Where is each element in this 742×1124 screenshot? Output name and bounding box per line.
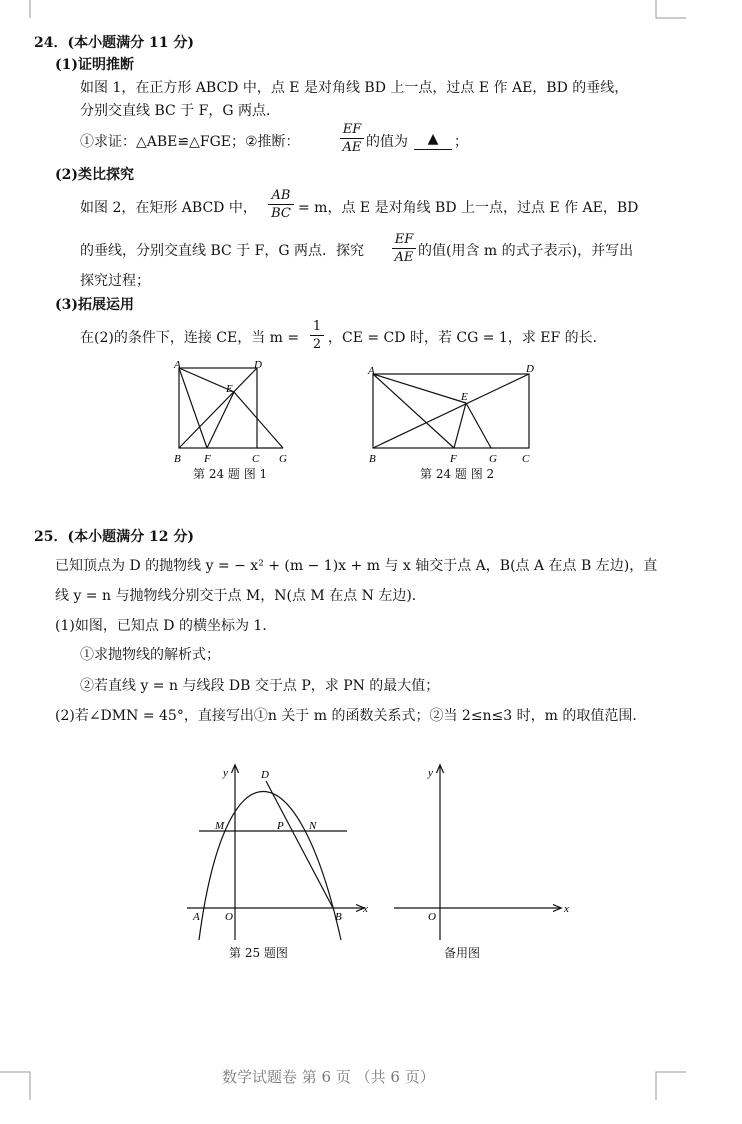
- q24-part1-line2: 分别交直线 BC 于 F，G 两点．: [80, 103, 280, 119]
- fraction-numerator: AB: [271, 188, 291, 203]
- point-label-a: A: [368, 365, 375, 377]
- segment-db: [266, 781, 333, 908]
- q25-line2: 线 y = n 与抛物线分别交于点 M，N(点 M 在点 N 左边)．: [55, 588, 426, 604]
- q24-part1-line1: 如图 1，在正方形 ABCD 中，点 E 是对角线 BD 上一点，过点 E 作 AE，BD 的垂线，: [80, 80, 629, 96]
- q24-figure-2-caption: 第 24 题 图 2: [420, 467, 495, 481]
- point-label-d: D: [526, 363, 534, 375]
- fraction-denominator: BC: [271, 206, 291, 221]
- point-label-b: B: [335, 911, 342, 923]
- point-label-f: F: [204, 453, 211, 465]
- point-label-e: E: [226, 383, 233, 395]
- segment-ae: [373, 374, 466, 403]
- point-label-c: C: [522, 453, 530, 465]
- segment-af: [179, 368, 207, 448]
- point-label-o: O: [225, 911, 233, 923]
- q25-title: 25．(本小题满分 12 分): [34, 529, 194, 545]
- fraction-numerator: 1: [312, 319, 322, 334]
- fraction-denominator: AE: [394, 250, 414, 265]
- axis-label-y: y: [223, 767, 228, 779]
- point-label-d: D: [261, 769, 269, 781]
- q24-part3-line1b: ，CE = CD 时，若 CG = 1，求 EF 的长．: [328, 330, 607, 346]
- segment-af: [373, 374, 454, 448]
- q24-part2-line3: 探究过程；: [80, 273, 150, 289]
- axis-label-y: y: [428, 767, 433, 779]
- q24-part2-line2a: 的垂线，分别交直线 BC 于 F，G 两点．探究: [80, 243, 364, 259]
- point-label-f: F: [450, 453, 457, 465]
- q25-figure-caption: 第 25 题图: [229, 946, 288, 960]
- corner-mark-top-right: [656, 0, 686, 18]
- q25-figure-spare: [392, 762, 582, 942]
- q24-part2-heading: (2)类比探究: [55, 167, 134, 183]
- fraction-numerator: EF: [394, 232, 414, 247]
- point-label-g: G: [279, 453, 287, 465]
- q24-part3-line1a: 在(2)的条件下，连接 CE，当 m =: [80, 330, 300, 346]
- point-label-b: B: [369, 453, 376, 465]
- segment-ef: [207, 392, 234, 448]
- point-label-a: A: [193, 911, 200, 923]
- corner-mark-bottom-left: [0, 1072, 30, 1100]
- q24-part1-line3a: ①求证：△ABE≌△FGE；②推断：: [80, 134, 300, 150]
- q24-part2-line2b: 的值(用含 m 的式子表示)，并写出: [418, 243, 634, 259]
- segment-eg: [234, 392, 283, 448]
- point-label-m: M: [215, 820, 225, 832]
- point-label-e: E: [461, 391, 468, 403]
- fraction-denominator: 2: [312, 337, 322, 352]
- q24-part3-heading: (3)拓展运用: [55, 297, 134, 313]
- diagonal-bd: [373, 374, 529, 448]
- q25-spare-figure-caption: 备用图: [444, 946, 481, 960]
- q24-part1-line3b: 的值为: [366, 134, 408, 150]
- point-label-o: O: [428, 911, 436, 923]
- point-label-g: G: [489, 453, 497, 465]
- q24-part1-line3c: ；: [454, 134, 468, 150]
- point-label-p: P: [277, 820, 284, 832]
- q25-part1: (1)如图，已知点 D 的横坐标为 1．: [55, 618, 277, 634]
- point-label-a: A: [174, 359, 181, 371]
- point-label-n: N: [309, 820, 317, 832]
- q25-figure-parabola: [185, 762, 375, 942]
- diagonal-bd: [179, 368, 257, 448]
- fraction-denominator: AE: [342, 140, 362, 155]
- q24-part2-line1a: 如图 2，在矩形 ABCD 中，: [80, 200, 257, 216]
- axis-label-x: x: [363, 903, 368, 915]
- q24-part2-line1b: = m，点 E 是对角线 BD 上一点，过点 E 作 AE，BD: [298, 200, 639, 216]
- q25-part2: (2)若∠DMN = 45°，直接写出①n 关于 m 的函数关系式；②当 2≤n≤3 时，m 的取值范围．: [55, 708, 647, 724]
- parabola-curve: [199, 792, 341, 941]
- fraction-numerator: EF: [342, 122, 362, 137]
- q25-line1: 已知顶点为 D 的抛物线 y = − x² + (m − 1)x + m 与 x 轴交于点 A，B(点 A 在点 B 左边)，直: [55, 558, 658, 574]
- q25-part1a: ①求抛物线的解析式；: [80, 647, 220, 663]
- q24-fraction-ef-ae: [340, 122, 364, 155]
- point-label-d: D: [254, 359, 262, 371]
- q24-fraction-ab-bc: [268, 188, 294, 221]
- q24-title: 24．(本小题满分 11 分): [34, 35, 194, 51]
- segment-ef: [454, 403, 466, 448]
- q24-fraction-one-half: [310, 319, 324, 352]
- page-footer: 数学试题卷 第 6 页 （共 6 页）: [222, 1068, 435, 1086]
- point-label-c: C: [252, 453, 260, 465]
- point-label-b: B: [174, 453, 181, 465]
- answer-blank: ▲: [414, 130, 452, 150]
- q24-fraction-ef-ae-2: [392, 232, 416, 265]
- q24-part1-heading: (1)证明推断: [55, 57, 134, 73]
- q24-figure-1-caption: 第 24 题 图 1: [193, 467, 268, 481]
- segment-eg: [466, 403, 491, 448]
- corner-mark-bottom-right: [656, 1072, 686, 1100]
- axis-label-x: x: [564, 903, 569, 915]
- q25-part1b: ②若直线 y = n 与线段 DB 交于点 P，求 PN 的最大值；: [80, 678, 440, 694]
